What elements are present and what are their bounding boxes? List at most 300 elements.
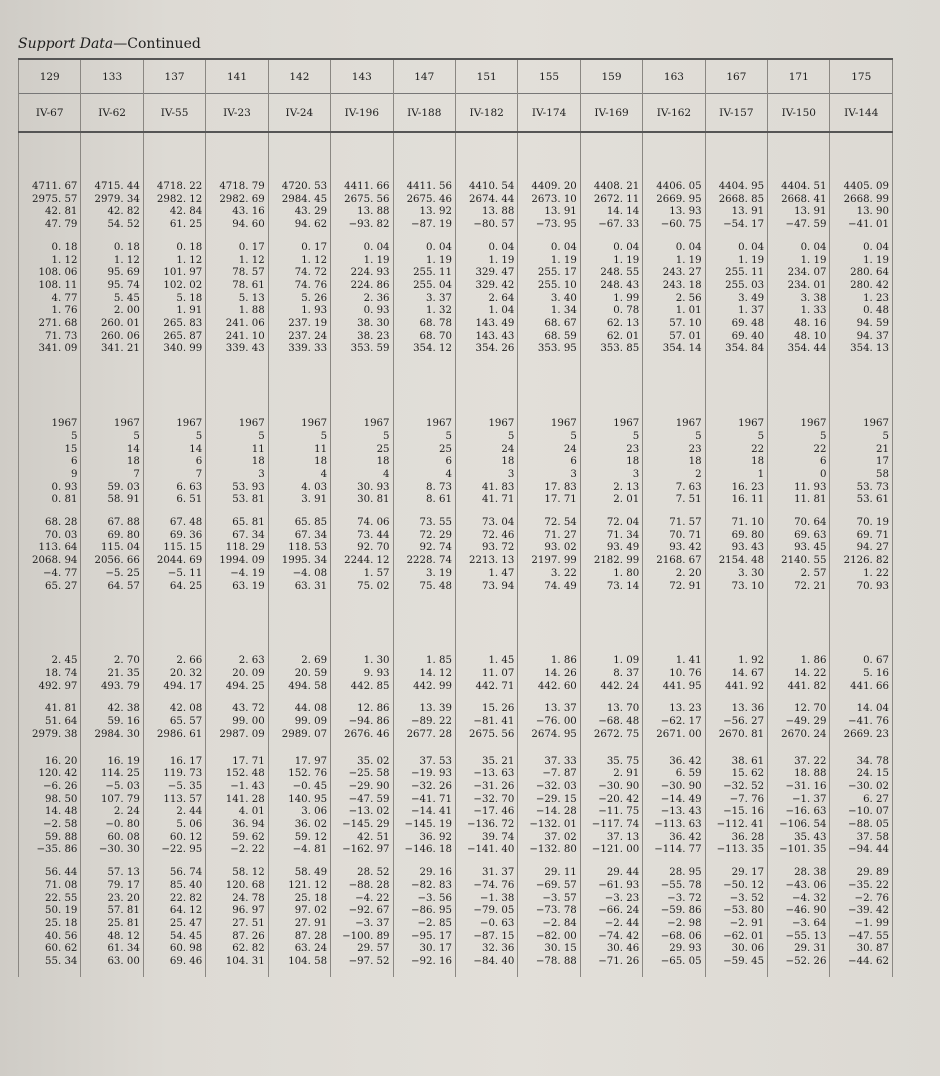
table-cell: 0. 93 xyxy=(19,482,81,495)
table-cell: 1. 99 xyxy=(580,293,642,306)
table-cell: −162. 97 xyxy=(331,844,393,857)
table-cell: 2671. 00 xyxy=(643,729,705,742)
table-cell: 14. 14 xyxy=(580,206,642,219)
table-cell: 61. 34 xyxy=(81,943,143,956)
table-cell: 0. 81 xyxy=(19,494,81,507)
spacer-cell xyxy=(455,132,517,181)
spacer-cell xyxy=(393,593,455,655)
table-cell: −4. 22 xyxy=(331,893,393,906)
table-cell: −55. 13 xyxy=(768,931,830,944)
spacer-cell xyxy=(830,857,893,867)
table-cell: 68. 59 xyxy=(518,331,580,344)
spacer-cell xyxy=(331,593,393,655)
table-cell: 5. 26 xyxy=(268,293,330,306)
table-cell: 441. 92 xyxy=(705,681,767,694)
table-cell: 78. 57 xyxy=(206,267,268,280)
spacer-cell xyxy=(393,507,455,517)
table-cell: 241. 06 xyxy=(206,318,268,331)
spacer-cell xyxy=(580,857,642,867)
table-cell: −35. 22 xyxy=(830,880,893,893)
table-cell: 260. 06 xyxy=(81,331,143,344)
table-cell: 2669. 95 xyxy=(643,194,705,207)
table-cell: 22. 82 xyxy=(143,893,205,906)
table-cell: −7. 76 xyxy=(705,794,767,807)
table-cell: −22. 95 xyxy=(143,844,205,857)
table-cell: 36. 42 xyxy=(643,756,705,769)
table-cell: 35. 21 xyxy=(455,756,517,769)
table-row xyxy=(19,832,893,845)
spacer-cell xyxy=(768,593,830,655)
table-row xyxy=(19,931,893,944)
table-cell: 1. 01 xyxy=(643,305,705,318)
table-cell: 108. 06 xyxy=(19,267,81,280)
table-cell: 2. 01 xyxy=(580,494,642,507)
table-cell: 5 xyxy=(19,431,81,444)
spacer-cell xyxy=(705,593,767,655)
table-row xyxy=(19,655,893,668)
spacer-cell xyxy=(143,507,205,517)
table-cell: 25. 18 xyxy=(19,918,81,931)
table-cell: 120. 68 xyxy=(206,880,268,893)
table-cell: 108. 11 xyxy=(19,280,81,293)
table-cell: 0. 18 xyxy=(19,242,81,255)
table-cell: 4404. 51 xyxy=(768,181,830,194)
table-cell: 94. 60 xyxy=(206,219,268,232)
table-cell: 1. 32 xyxy=(393,305,455,318)
spacer-cell xyxy=(331,232,393,242)
table-cell: 2. 66 xyxy=(143,655,205,668)
table-cell: 23. 20 xyxy=(81,893,143,906)
table-row xyxy=(19,918,893,931)
table-cell: 57. 01 xyxy=(643,331,705,344)
table-cell: 18 xyxy=(206,456,268,469)
spacer-cell xyxy=(81,132,143,181)
table-row xyxy=(19,331,893,344)
table-cell: 18 xyxy=(455,456,517,469)
table-cell: 1. 80 xyxy=(580,568,642,581)
table-cell: 2984. 30 xyxy=(81,729,143,742)
spacer-cell xyxy=(580,507,642,517)
table-cell: 41. 81 xyxy=(19,703,81,716)
table-cell: 29. 89 xyxy=(830,867,893,880)
table-cell: −13. 63 xyxy=(455,768,517,781)
table-cell: 4. 03 xyxy=(268,482,330,495)
table-cell: 37. 13 xyxy=(580,832,642,845)
table-cell: 62. 82 xyxy=(206,943,268,956)
table-cell: −2. 91 xyxy=(705,918,767,931)
table-cell: 494. 25 xyxy=(206,681,268,694)
table-cell: 59. 62 xyxy=(206,832,268,845)
spacer-cell xyxy=(518,693,580,703)
table-cell: 1967 xyxy=(643,418,705,431)
table-cell: −56. 27 xyxy=(705,716,767,729)
spacer-cell xyxy=(393,742,455,756)
spacer-cell xyxy=(643,593,705,655)
table-cell: −74. 42 xyxy=(580,931,642,944)
table-cell: 24. 15 xyxy=(830,768,893,781)
table-cell: 30. 17 xyxy=(393,943,455,956)
table-cell: 354. 12 xyxy=(393,343,455,356)
table-cell: −41. 01 xyxy=(830,219,893,232)
table-cell: 175 xyxy=(830,59,893,94)
table-cell: 107. 79 xyxy=(81,794,143,807)
table-cell: −87. 15 xyxy=(455,931,517,944)
table-cell: 13. 93 xyxy=(643,206,705,219)
table-cell: 104. 58 xyxy=(268,956,330,969)
table-cell: −113. 63 xyxy=(643,819,705,832)
table-cell: 71. 34 xyxy=(580,530,642,543)
table-row xyxy=(19,242,893,255)
spacer-cell xyxy=(643,232,705,242)
table-cell: 57. 10 xyxy=(643,318,705,331)
spacer-cell xyxy=(143,857,205,867)
table-cell: 70. 64 xyxy=(768,517,830,530)
table-cell: 2044. 69 xyxy=(143,555,205,568)
spacer-cell xyxy=(331,857,393,867)
table-cell: 43. 29 xyxy=(268,206,330,219)
table-cell: 22 xyxy=(705,444,767,457)
table-cell: 68. 78 xyxy=(393,318,455,331)
spacer-cell xyxy=(19,232,81,242)
table-cell: 493. 79 xyxy=(81,681,143,694)
spacer-cell xyxy=(143,742,205,756)
table-cell: 2140. 55 xyxy=(768,555,830,568)
table-cell: 1. 41 xyxy=(643,655,705,668)
spacer-cell xyxy=(206,132,268,181)
table-cell: 67. 34 xyxy=(206,530,268,543)
table-cell: −112. 41 xyxy=(705,819,767,832)
table-cell: −66. 24 xyxy=(580,905,642,918)
table-cell: 5 xyxy=(331,431,393,444)
table-cell: IV-150 xyxy=(768,94,830,133)
table-cell: 64. 25 xyxy=(143,581,205,594)
spacer-cell xyxy=(393,969,455,977)
spacer-cell xyxy=(206,232,268,242)
table-cell: −14. 28 xyxy=(518,806,580,819)
spacer-cell xyxy=(518,507,580,517)
table-cell: 4 xyxy=(331,469,393,482)
table-cell: 61. 25 xyxy=(143,219,205,232)
table-cell: −62. 01 xyxy=(705,931,767,944)
table-cell: 5 xyxy=(580,431,642,444)
table-cell: 50. 19 xyxy=(19,905,81,918)
table-cell: 73. 94 xyxy=(455,581,517,594)
table-cell: 1. 19 xyxy=(643,255,705,268)
table-cell: −92. 16 xyxy=(393,956,455,969)
spacer-cell xyxy=(81,742,143,756)
table-cell: −65. 05 xyxy=(643,956,705,969)
title-italic: Support Data xyxy=(18,36,114,52)
table-cell: 102. 02 xyxy=(143,280,205,293)
table-cell: 5. 45 xyxy=(81,293,143,306)
table-cell: −20. 42 xyxy=(580,794,642,807)
spacer-cell xyxy=(19,507,81,517)
table-cell: 2672. 11 xyxy=(580,194,642,207)
spacer-cell xyxy=(81,593,143,655)
table-row xyxy=(19,517,893,530)
spacer-cell xyxy=(518,969,580,977)
table-cell: 234. 01 xyxy=(768,280,830,293)
header-row-ids xyxy=(19,59,893,94)
table-cell: 95. 74 xyxy=(81,280,143,293)
table-cell: 16. 19 xyxy=(81,756,143,769)
spacer-cell xyxy=(643,857,705,867)
table-cell: 63. 31 xyxy=(268,581,330,594)
table-cell: 2975. 57 xyxy=(19,194,81,207)
table-cell: 2668. 99 xyxy=(830,194,893,207)
table-cell: 339. 33 xyxy=(268,343,330,356)
table-row xyxy=(19,781,893,794)
table-cell: 2672. 75 xyxy=(580,729,642,742)
table-cell: 224. 93 xyxy=(331,267,393,280)
table-cell: 0. 04 xyxy=(518,242,580,255)
table-cell: −3. 23 xyxy=(580,893,642,906)
table-cell: 5 xyxy=(768,431,830,444)
table-cell: IV-24 xyxy=(268,94,330,133)
table-row xyxy=(19,880,893,893)
table-cell: 9 xyxy=(19,469,81,482)
table-cell: 141. 28 xyxy=(206,794,268,807)
table-cell: 14. 48 xyxy=(19,806,81,819)
table-cell: 59. 12 xyxy=(268,832,330,845)
spacer-cell xyxy=(268,969,330,977)
table-cell: IV-67 xyxy=(19,94,81,133)
table-cell: 1. 19 xyxy=(768,255,830,268)
table-cell: 2668. 85 xyxy=(705,194,767,207)
table-cell: −81. 41 xyxy=(455,716,517,729)
table-cell: 3 xyxy=(580,469,642,482)
spacer-cell xyxy=(455,507,517,517)
spacer-cell xyxy=(768,857,830,867)
table-cell: 5. 16 xyxy=(830,668,893,681)
table-cell: 2. 00 xyxy=(81,305,143,318)
table-cell: −13. 43 xyxy=(643,806,705,819)
table-row xyxy=(19,293,893,306)
table-cell: 74. 76 xyxy=(268,280,330,293)
table-bottom-spacer xyxy=(19,969,893,977)
table-cell: 2. 24 xyxy=(81,806,143,819)
table-cell: 43. 72 xyxy=(206,703,268,716)
table-cell: 1. 91 xyxy=(143,305,205,318)
spacer-cell xyxy=(206,857,268,867)
table-cell: 1967 xyxy=(705,418,767,431)
spacer-cell xyxy=(81,356,143,418)
table-cell: 4411. 56 xyxy=(393,181,455,194)
table-cell: 271. 68 xyxy=(19,318,81,331)
table-cell: 353. 59 xyxy=(331,343,393,356)
table-cell: 38. 23 xyxy=(331,331,393,344)
table-cell: 54. 45 xyxy=(143,931,205,944)
table-cell: 11. 07 xyxy=(455,668,517,681)
table-cell: −52. 26 xyxy=(768,956,830,969)
table-cell: 73. 55 xyxy=(393,517,455,530)
table-cell: 2154. 48 xyxy=(705,555,767,568)
table-cell: 74. 72 xyxy=(268,267,330,280)
table-cell: 41. 71 xyxy=(455,494,517,507)
table-cell: IV-188 xyxy=(393,94,455,133)
table-cell: 34. 78 xyxy=(830,756,893,769)
table-cell: 442. 99 xyxy=(393,681,455,694)
table-cell: 2670. 24 xyxy=(768,729,830,742)
table-cell: −41. 71 xyxy=(393,794,455,807)
table-row xyxy=(19,418,893,431)
spacer-cell xyxy=(19,693,81,703)
table-cell: 53. 81 xyxy=(206,494,268,507)
table-cell: 60. 08 xyxy=(81,832,143,845)
table-cell: 16. 11 xyxy=(705,494,767,507)
table-cell: 67. 48 xyxy=(143,517,205,530)
table-cell: 2668. 41 xyxy=(768,194,830,207)
table-cell: 101. 97 xyxy=(143,267,205,280)
table-cell: 72. 91 xyxy=(643,581,705,594)
table-cell: 3. 38 xyxy=(768,293,830,306)
table-cell: −114. 77 xyxy=(643,844,705,857)
title-continued: —Continued xyxy=(113,36,201,52)
table-cell: −4. 32 xyxy=(768,893,830,906)
table-cell: 1. 19 xyxy=(518,255,580,268)
table-cell: −5. 35 xyxy=(143,781,205,794)
spacer-cell xyxy=(393,857,455,867)
table-row xyxy=(19,756,893,769)
table-cell: 104. 31 xyxy=(206,956,268,969)
table-cell: −2. 84 xyxy=(518,918,580,931)
table-row xyxy=(19,568,893,581)
table-cell: 1. 93 xyxy=(268,305,330,318)
table-cell: 441. 66 xyxy=(830,681,893,694)
table-cell: 224. 86 xyxy=(331,280,393,293)
table-cell: 18 xyxy=(81,456,143,469)
table-cell: 2197. 99 xyxy=(518,555,580,568)
table-cell: 70. 71 xyxy=(643,530,705,543)
table-cell: 20. 59 xyxy=(268,668,330,681)
table-cell: −3. 37 xyxy=(331,918,393,931)
table-cell: 140. 95 xyxy=(268,794,330,807)
table-cell: 2. 63 xyxy=(206,655,268,668)
table-cell: 1. 04 xyxy=(455,305,517,318)
table-cell: 93. 43 xyxy=(705,542,767,555)
table-row xyxy=(19,494,893,507)
spacer-cell xyxy=(206,969,268,977)
spacer-cell xyxy=(331,507,393,517)
table-cell: 13. 88 xyxy=(455,206,517,219)
table-cell: 2675. 56 xyxy=(331,194,393,207)
table-cell: 18 xyxy=(643,456,705,469)
support-data-table xyxy=(18,58,893,977)
table-cell: −69. 57 xyxy=(518,880,580,893)
table-cell: 94. 27 xyxy=(830,542,893,555)
table-cell: 73. 14 xyxy=(580,581,642,594)
table-cell: 3 xyxy=(455,469,517,482)
table-cell: 243. 18 xyxy=(643,280,705,293)
table-cell: 1. 19 xyxy=(393,255,455,268)
spacer-cell xyxy=(455,969,517,977)
table-cell: 72. 29 xyxy=(393,530,455,543)
table-cell: 24 xyxy=(455,444,517,457)
table-cell: −2. 58 xyxy=(19,819,81,832)
table-cell: 2. 45 xyxy=(19,655,81,668)
table-cell: 36. 02 xyxy=(268,819,330,832)
table-cell: 74. 49 xyxy=(518,581,580,594)
table-cell: 60. 62 xyxy=(19,943,81,956)
table-cell: 93. 49 xyxy=(580,542,642,555)
table-cell: 118. 53 xyxy=(268,542,330,555)
table-cell: 38. 61 xyxy=(705,756,767,769)
table-cell: 29. 93 xyxy=(643,943,705,956)
table-cell: −17. 46 xyxy=(455,806,517,819)
spacer-cell xyxy=(268,857,330,867)
table-cell: 63. 24 xyxy=(268,943,330,956)
table-cell: 354. 26 xyxy=(455,343,517,356)
table-cell: 5 xyxy=(393,431,455,444)
table-row xyxy=(19,444,893,457)
table-cell: −3. 64 xyxy=(768,918,830,931)
group-spacer xyxy=(19,693,893,703)
table-cell: −87. 19 xyxy=(393,219,455,232)
table-row xyxy=(19,943,893,956)
spacer-cell xyxy=(19,132,81,181)
table-cell: 241. 10 xyxy=(206,331,268,344)
table-cell: 42. 38 xyxy=(81,703,143,716)
table-cell: 1. 37 xyxy=(705,305,767,318)
table-cell: −2. 85 xyxy=(393,918,455,931)
table-cell: −68. 48 xyxy=(580,716,642,729)
table-cell: −30. 30 xyxy=(81,844,143,857)
table-cell: IV-55 xyxy=(143,94,205,133)
table-cell: 44. 08 xyxy=(268,703,330,716)
group-spacer xyxy=(19,507,893,517)
table-row xyxy=(19,555,893,568)
table-cell: −47. 55 xyxy=(830,931,893,944)
spacer-cell xyxy=(705,857,767,867)
table-cell: −15. 16 xyxy=(705,806,767,819)
table-cell: 121. 12 xyxy=(268,880,330,893)
table-cell: 69. 48 xyxy=(705,318,767,331)
table-cell: −1. 99 xyxy=(830,918,893,931)
table-cell: 1. 12 xyxy=(81,255,143,268)
table-cell: 2986. 61 xyxy=(143,729,205,742)
table-cell: 4. 01 xyxy=(206,806,268,819)
spacer-cell xyxy=(643,132,705,181)
table-cell: −39. 42 xyxy=(830,905,893,918)
table-cell: 1. 47 xyxy=(455,568,517,581)
table-cell: −14. 49 xyxy=(643,794,705,807)
table-cell: 0. 04 xyxy=(393,242,455,255)
table-cell: 1. 57 xyxy=(331,568,393,581)
table-row xyxy=(19,305,893,318)
table-cell: 13. 39 xyxy=(393,703,455,716)
table-cell: 25 xyxy=(393,444,455,457)
table-cell: 25. 47 xyxy=(143,918,205,931)
table-cell: 92. 70 xyxy=(331,542,393,555)
table-cell: 2670. 81 xyxy=(705,729,767,742)
table-cell: −95. 17 xyxy=(393,931,455,944)
table-cell: 3 xyxy=(206,469,268,482)
table-cell: 42. 08 xyxy=(143,703,205,716)
table-cell: −132. 80 xyxy=(518,844,580,857)
table-cell: 255. 04 xyxy=(393,280,455,293)
table-cell: 71. 10 xyxy=(705,517,767,530)
table-cell: 1. 33 xyxy=(768,305,830,318)
table-cell: 59. 88 xyxy=(19,832,81,845)
table-row xyxy=(19,456,893,469)
table-cell: 68. 67 xyxy=(518,318,580,331)
table-cell: −43. 06 xyxy=(768,880,830,893)
table-cell: 113. 64 xyxy=(19,542,81,555)
table-cell: −74. 76 xyxy=(455,880,517,893)
table-cell: 353. 85 xyxy=(580,343,642,356)
table-cell: 75. 48 xyxy=(393,581,455,594)
table-cell: 29. 17 xyxy=(705,867,767,880)
